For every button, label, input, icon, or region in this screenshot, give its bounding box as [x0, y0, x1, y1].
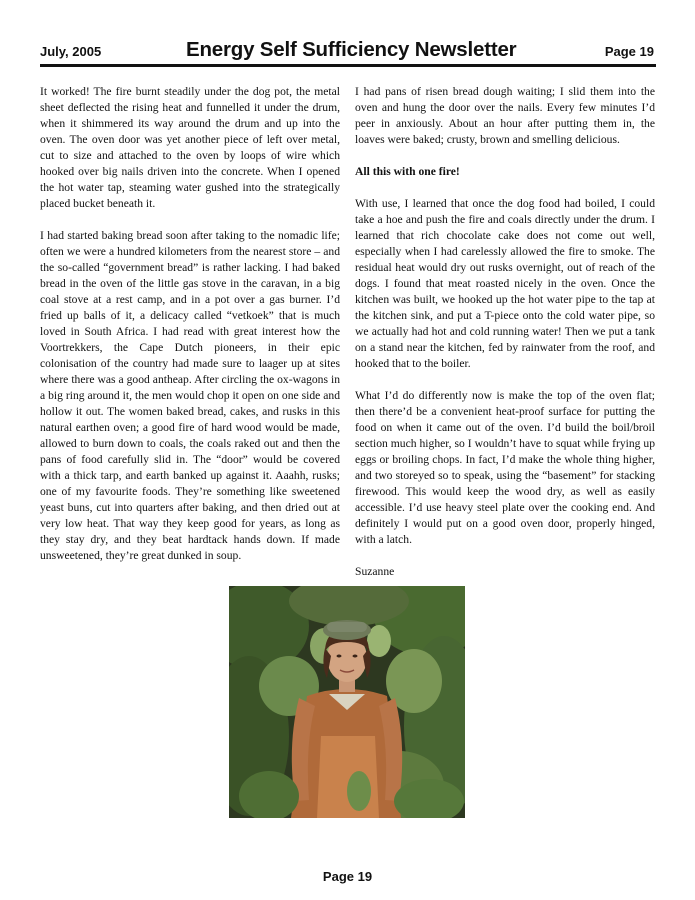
left-column [40, 84, 340, 580]
newsletter-title: Energy Self Sufficiency Newsletter [186, 38, 517, 61]
body-paragraph: What I’d do differently now is make the top of the oven flat; then there’d be a convenient heat-proof surface for putting the food on when it came out of the oven. I’d build the boil/broil section much higher, so I wouldn’t have to squat while frying up eggs or broiling chops. In fact, I’d make the whole thing higher, and two storeyed so to speak, using the “basement” for stacking firewood. This would keep the wood dry, as well as easily accessible. I’d use heavy steel plate over the cooking end. And definitely I would put on a good oven door, properly hinged, with a latch. [355, 389, 655, 546]
section-subheading: All this with one fire! [355, 165, 460, 178]
author-signature: Suzanne [355, 565, 395, 578]
issue-date: July, 2005 [40, 44, 102, 59]
header-rule [40, 64, 656, 67]
body-paragraph: It worked! The fire burnt steadily under the dog pot, the metal sheet deflected the rising heat and funnelled it under the drum, when it shimmered its way around the drum and up into the oven. The oven door was yet another piece of left over metal, cut to size and attached to the oven by loops of wire which hooked over big nails driven into the concrete. When I opened the hot water tap, steaming water gushed into the strategically placed bucket beneath it. [40, 85, 340, 210]
page-header [40, 38, 656, 66]
photo-illustration [229, 586, 465, 818]
footer-page-number: Page 19 [322, 869, 373, 884]
portrait-photo [229, 586, 465, 818]
header-page-number: Page 19 [604, 44, 654, 59]
body-paragraph: I had started baking bread soon after taking to the nomadic life; often we were a hundred kilometers from the nearest store – and the so-called “government bread” is rather lacking. I had baked bread in the oven of the little gas stove in the caravan, in a big coal stove at a rest camp, and in a pot over a gas burner. I’d fried up balls of it, a delicacy called “vetkoek” that is much loved in South Africa. I had read with great interest how the Voortrekkers, the Cape Dutch pioneers, in their epic colonisation of the country had made sure to laager up at sites where there was a good antheap. After circling the ox-wagons in a big ring around it, the men would chop it open on one side and hollow it out. The women baked bread, cakes, and rusks in this natural earthen oven; a good fire of hard wood would be made, allowed to burn down to coals, the coals raked out and then the pans of food carefully slid in. The “door” would be covered with a thick tarp, and earth banked up against it. Aaahh, rusks; one of my favourite foods. They’re something like sweetened yeast buns, cut into quarters after baking, and then dried out at very low heat. That way they keep good for years, as long as they stay dry, and they beat hardtack hands down. If made unsweetened, they’re great dunked in soup. [40, 229, 340, 562]
body-paragraph: With use, I learned that once the dog food had boiled, I could take a hoe and push the fire and coals directly under the drum. I learned that rich chocolate cake does not come out well, especially when I had carelessly allowed the fire to smoke. The residual heat would dry out rusks overnight, out of reach of the dogs. I found that meat roasted nicely in the oven. Once the kitchen was built, we hooked up the hot water pipe to the tap at the kitchen sink, and put a T-piece onto the cold water pipe, so we actually had hot and cold running water! Then we put a tank on a stand near the kitchen, fed by rainwater from the roof, and hooked that to the boiler. [355, 197, 655, 370]
body-paragraph: I had pans of risen bread dough waiting; I slid them into the oven and hung the door over the nails. Every few minutes I’d peer in anxiously. About an hour after putting them in, the loaves were baked; crusty, brown and smelling delicious. [355, 85, 655, 146]
right-column [355, 84, 655, 596]
